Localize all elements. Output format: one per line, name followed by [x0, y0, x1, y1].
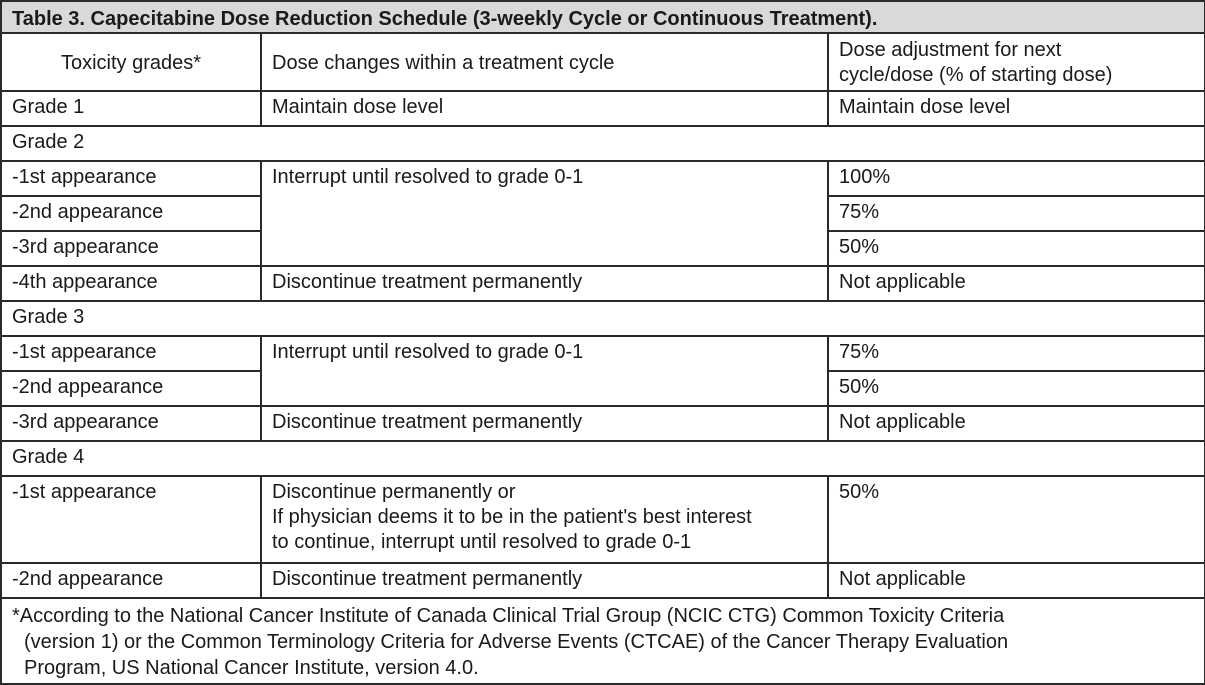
footnote-line3: Program, US National Cancer Institute, version 4.0.: [24, 657, 479, 679]
table-caption: Table 3. Capecitabine Dose Reduction Schedule (3-weekly Cycle or Continuous Treatment).: [1, 1, 1205, 33]
grade2-next-4: Not applicable: [828, 266, 1205, 301]
grade4-within-2: Discontinue treatment permanently: [261, 563, 828, 598]
grade4-appearance-1: -1st appearance: [1, 476, 261, 563]
table-footnote: [1, 598, 1205, 684]
grade2-next-3: 50%: [828, 231, 1205, 266]
grade4-within-1-line3: to continue, interrupt until resolved to grade 0-1: [272, 531, 692, 553]
grade4-within-1-line1: Discontinue permanently or: [272, 481, 516, 503]
table-row: [1, 266, 1205, 301]
grade4-next-2: Not applicable: [828, 563, 1205, 598]
grade2-appearance-3: -3rd appearance: [1, 231, 261, 266]
grade2-label: Grade 2: [1, 126, 1205, 161]
grade4-appearance-2: -2nd appearance: [1, 563, 261, 598]
table-row: [1, 563, 1205, 598]
footnote-row: [1, 598, 1205, 684]
table-row: [1, 441, 1205, 476]
table-row: [1, 476, 1205, 563]
grade1-next: Maintain dose level: [828, 91, 1205, 126]
header-dose-changes: Dose changes within a treatment cycle: [261, 33, 828, 91]
grade1-label: Grade 1: [1, 91, 261, 126]
header-dose-adjustment: [828, 33, 1205, 91]
grade1-within: Maintain dose level: [261, 91, 828, 126]
grade3-next-2: 50%: [828, 371, 1205, 406]
table-row: [1, 126, 1205, 161]
grade2-appearance-2: -2nd appearance: [1, 196, 261, 231]
grade2-next-2: 75%: [828, 196, 1205, 231]
table-row: [1, 406, 1205, 441]
grade3-next-1: 75%: [828, 336, 1205, 371]
grade4-within-1: [261, 476, 828, 563]
header-toxicity-grades: Toxicity grades*: [1, 33, 261, 91]
grade4-label: Grade 4: [1, 441, 1205, 476]
grade2-appearance-4: -4th appearance: [1, 266, 261, 301]
table-row: [1, 336, 1205, 371]
grade2-within-discontinue: Discontinue treatment permanently: [261, 266, 828, 301]
grade3-appearance-1: -1st appearance: [1, 336, 261, 371]
grade3-label: Grade 3: [1, 301, 1205, 336]
grade2-appearance-1: -1st appearance: [1, 161, 261, 196]
grade2-next-1: 100%: [828, 161, 1205, 196]
header-dose-adjustment-line2: cycle/dose (% of starting dose): [839, 64, 1113, 86]
header-dose-adjustment-line1: Dose adjustment for next: [839, 39, 1062, 61]
footnote-line2: (version 1) or the Common Terminology Criteria for Adverse Events (CTCAE) of the Cancer Therapy Evaluation: [24, 631, 1009, 653]
footnote-line1: *According to the National Cancer Institute of Canada Clinical Trial Group (NCIC CTG) Common Toxicity Criteria: [12, 605, 1005, 627]
grade3-next-3: Not applicable: [828, 406, 1205, 441]
grade3-appearance-3: -3rd appearance: [1, 406, 261, 441]
grade3-within-discontinue: Discontinue treatment permanently: [261, 406, 828, 441]
grade4-next-1: 50%: [828, 476, 1205, 563]
grade3-within-interrupt: Interrupt until resolved to grade 0-1: [261, 336, 828, 406]
table-row: [1, 91, 1205, 126]
table-row: [1, 161, 1205, 196]
header-row: [1, 33, 1205, 91]
table-row: [1, 301, 1205, 336]
grade3-appearance-2: -2nd appearance: [1, 371, 261, 406]
grade4-within-1-line2: If physician deems it to be in the patient's best interest: [272, 506, 752, 528]
grade2-within-interrupt: Interrupt until resolved to grade 0-1: [261, 161, 828, 266]
